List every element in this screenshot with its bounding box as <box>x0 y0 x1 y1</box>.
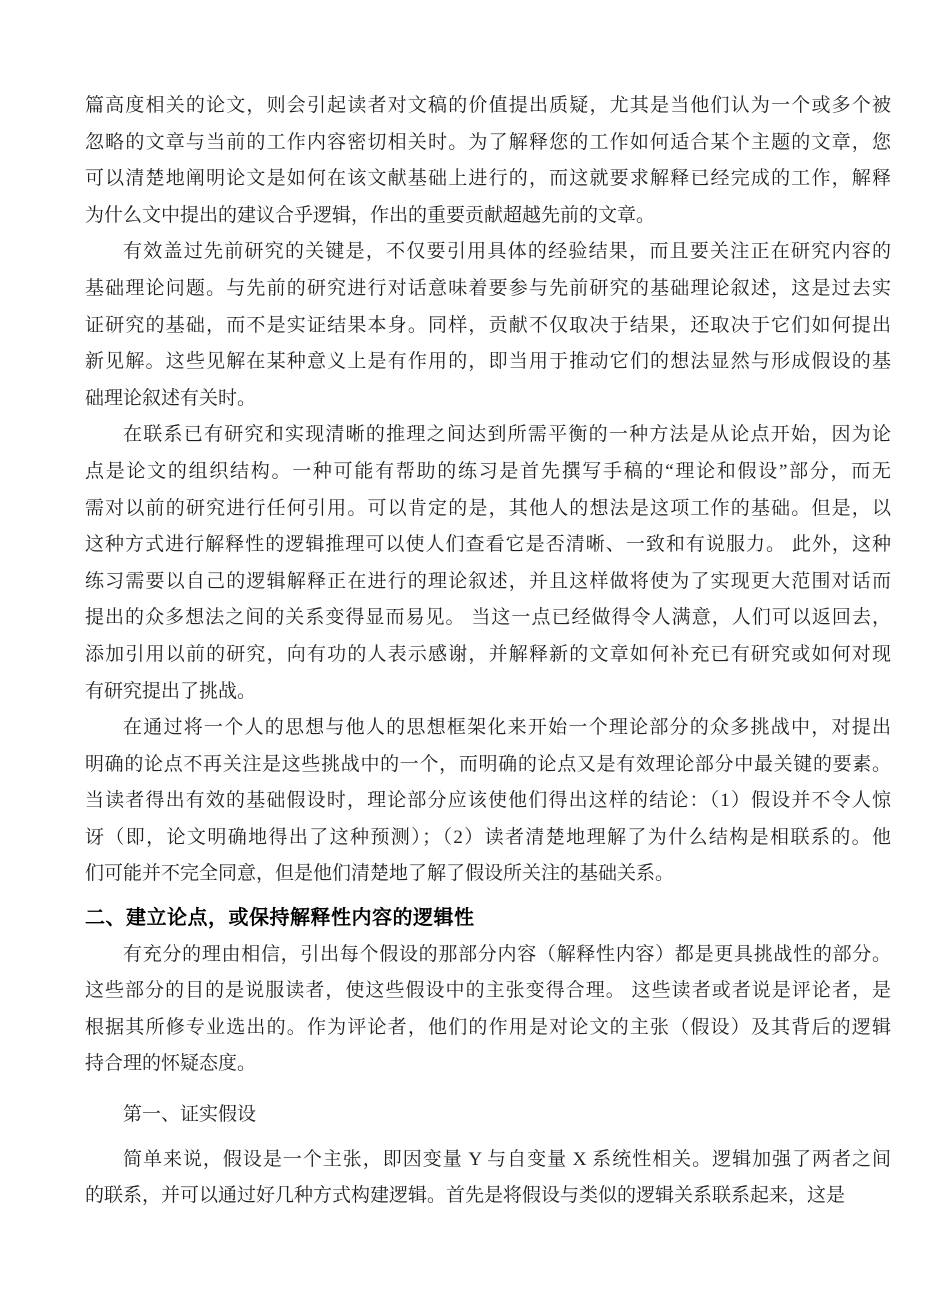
text-line: 点是论文的组织结构。一种可能有帮助的练习是首先撰写手稿的“理论和假设”部分，而无 <box>85 460 891 482</box>
text-line: 有充分的理由相信，引出每个假设的那部分内容（解释性内容）都是更具挑战性的部分。 <box>123 943 891 965</box>
text-line: 持合理的怀疑态度。 <box>85 1053 257 1075</box>
paragraph <box>85 234 891 417</box>
text-line: 可以清楚地阐明论文是如何在该文献基础上进行的，而这就要求解释已经完成的工作，解释 <box>85 168 891 190</box>
text-line: 篇高度相关的论文，则会引起读者对文稿的价值提出质疑，尤其是当他们认为一个或多个被 <box>85 95 891 116</box>
text-line: 在通过将一个人的思想与他人的思想框架化来开始一个理论部分的众多挑战中，对提出 <box>123 717 891 739</box>
text-line: 基础理论问题。与先前的研究进行对话意味着要参与先前研究的基础理论叙述，这是过去实 <box>85 277 891 299</box>
text-line: 这些部分的目的是说服读者，使这些假设中的主张变得合理。 这些读者或者说是评论者，是 <box>85 980 891 1002</box>
text-line: 有效盖过先前研究的关键是，不仅要引用具体的经验结果，而且要关注正在研究内容的 <box>123 241 891 263</box>
text-line: 础理论叙述有关时。 <box>85 387 257 409</box>
paragraph <box>85 710 891 893</box>
text-line: 添加引用以前的研究，向有功的人表示感谢，并解释新的文章如何补充已有研究或如何对现 <box>85 643 891 665</box>
text-line: 这种方式进行解释性的逻辑推理可以使人们查看它是否清晰、一致和有说服力。 此外，这种 <box>85 534 891 556</box>
text-line: 忽略的文章与当前的工作内容密切相关时。为了解释您的工作如何适合某个主题的文章，您 <box>85 131 891 153</box>
paragraph <box>85 937 891 1083</box>
text-line: 简单来说，假设是一个主张，即因变量 Y 与自变量 X 系统性相关。逻辑加强了两者之间 <box>123 1148 891 1170</box>
document-content <box>85 88 891 1215</box>
text-line: 们可能并不完全同意，但是他们清楚地了解了假设所关注的基础关系。 <box>85 863 675 885</box>
text-line: 的联系，并可以通过好几种方式构建逻辑。首先是将假设与类似的逻辑关系联系起来，这是 <box>85 1185 846 1207</box>
text-line: 有研究提出了挑战。 <box>85 680 257 702</box>
section-heading: 二、建立论点，或保持解释性内容的逻辑性 <box>85 907 475 930</box>
text-line: 需对以前的研究进行任何引用。可以肯定的是，其他人的想法是这项工作的基础。但是，以 <box>85 497 891 519</box>
text-line: 新见解。这些见解在某种意义上是有作用的，即当用于推动它们的想法显然与形成假设的基 <box>85 351 891 373</box>
paragraph <box>85 417 891 710</box>
text-line: 证研究的基础，而不是实证结果本身。同样，贡献不仅取决于结果，还取决于它们如何提出 <box>85 314 891 336</box>
text-line: 明确的论点不再关注是这些挑战中的一个，而明确的论点又是有效理论部分中最关键的要素。 <box>85 753 891 775</box>
subsection-heading: 第一、证实假设 <box>123 1104 257 1126</box>
paragraph <box>85 88 891 234</box>
text-line: 当读者得出有效的基础假设时，理论部分应该使他们得出这样的结论：（1）假设并不令人惊 <box>85 790 891 812</box>
text-line: 讶（即，论文明确地得出了这种预测）；（2）读者清楚地理解了为什么结构是相联系的。他 <box>85 826 891 848</box>
paragraph <box>85 1142 891 1215</box>
text-line: 在联系已有研究和实现清晰的推理之间达到所需平衡的一种方法是从论点开始，因为论 <box>123 424 891 446</box>
text-line: 根据其所修专业选出的。作为评论者，他们的作用是对论文的主张（假设）及其背后的逻辑 <box>85 1016 891 1038</box>
text-line: 为什么文中提出的建议合乎逻辑，作出的重要贡献超越先前的文章。 <box>85 204 656 226</box>
text-line: 练习需要以自己的逻辑解释正在进行的理论叙述，并且这样做将使为了实现更大范围对话而 <box>85 570 891 592</box>
text-line: 提出的众多想法之间的关系变得显而易见。 当这一点已经做得令人满意，人们可以返回去， <box>85 607 891 629</box>
